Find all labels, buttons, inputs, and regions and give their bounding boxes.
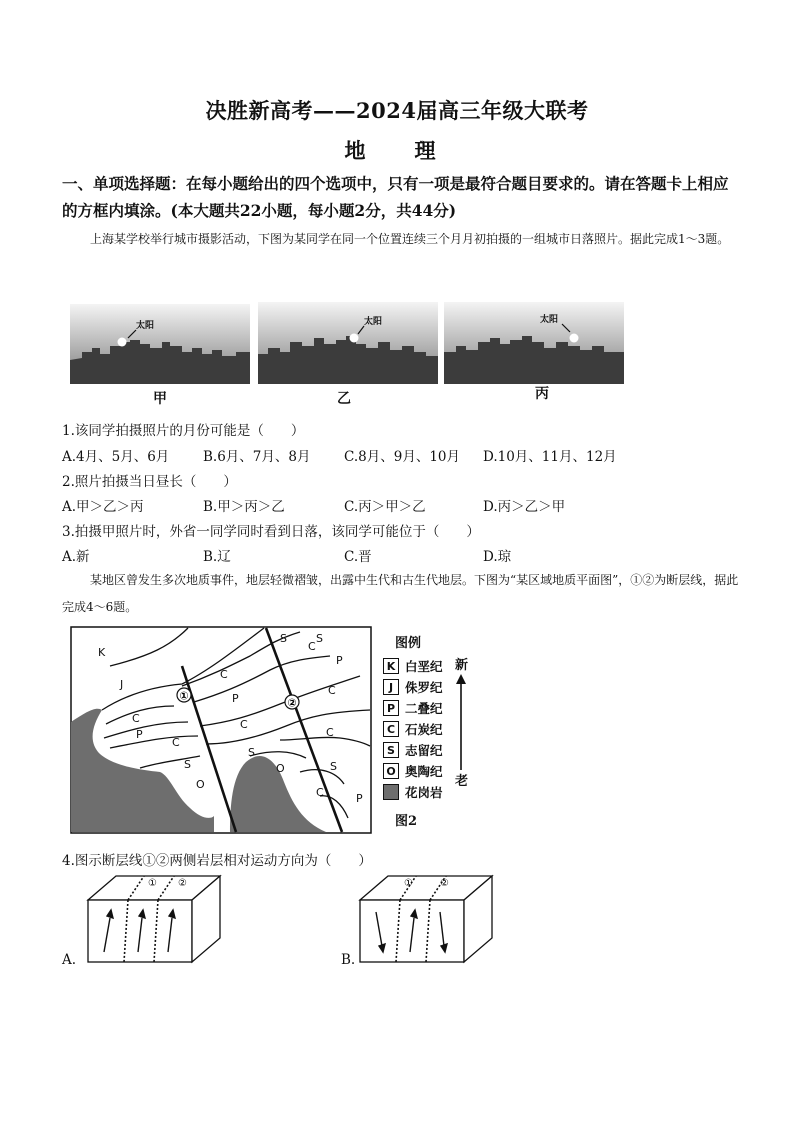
- arrow-label-new: 新: [455, 658, 469, 673]
- exam-title: 决胜新高考——2024届高三年级大联考: [205, 98, 589, 123]
- legend-item-k: K 白垩纪: [383, 657, 443, 675]
- question-3-stem: 3.拍摄甲照片时，外省一同学同时看到日落，该同学可能位于（ ）: [62, 524, 480, 540]
- svg-text:P: P: [336, 654, 343, 667]
- q1-option-c[interactable]: C.8月、9月、10月: [344, 449, 460, 465]
- legend-item-c: C 石炭纪: [383, 720, 443, 738]
- sun-icon: [118, 338, 127, 347]
- svg-text:J: J: [120, 678, 124, 691]
- svg-text:S: S: [248, 746, 255, 759]
- legend-item-o: O 奥陶纪: [383, 762, 443, 780]
- question-4-stem: 4.图示断层线①②两侧岩层相对运动方向为（ ）: [62, 853, 372, 869]
- svg-text:P: P: [136, 728, 143, 741]
- svg-text:C: C: [240, 718, 248, 731]
- svg-text:C: C: [326, 726, 334, 739]
- svg-text:①: ①: [404, 878, 413, 889]
- photo-yi: [258, 302, 438, 384]
- svg-text:S: S: [280, 632, 287, 645]
- q1-option-d[interactable]: D.10月、11月、12月: [483, 449, 617, 465]
- sun-label: 太阳: [136, 321, 155, 331]
- photo-jia: [70, 304, 250, 384]
- figure-label: 图2: [395, 814, 418, 829]
- sun-label: 太阳: [540, 315, 559, 325]
- sun-icon: [570, 334, 579, 343]
- arrow-label-old: 老: [455, 774, 469, 789]
- q1-option-b[interactable]: B.6月、7月、8月: [203, 449, 311, 465]
- svg-text:C: C: [132, 712, 140, 725]
- svg-text:O: O: [196, 778, 205, 791]
- svg-text:C: C: [316, 786, 324, 799]
- legend-item-p: P 二叠纪: [383, 699, 443, 717]
- intro-paragraph-2: 某地区曾发生多次地质事件，地层轻微褶皱，出露中生代和古生代地层。下图为“某区域地质平面图”，①②为断层线，据此完成4～6题。: [62, 573, 739, 614]
- svg-text:S: S: [330, 760, 337, 773]
- photo-label-bing: 丙: [535, 386, 549, 402]
- sunset-photos: [70, 282, 630, 384]
- photo-label-jia: 甲: [153, 391, 167, 407]
- svg-text:P: P: [356, 792, 363, 805]
- intro-paragraph-1: 上海某学校举行城市摄影活动，下图为某同学在同一个位置连续三个月月初拍摄的一组城市日落照片。据此完成1～3题。: [90, 232, 730, 246]
- svg-text:C: C: [172, 736, 180, 749]
- section-one-heading: 一、单项选择题：在每小题给出的四个选项中，只有一项是最符合题目要求的。请在答题卡上相应的方框内填涂。(本大题共22小题，每小题2分，共44分): [62, 174, 729, 220]
- svg-text:C: C: [308, 640, 316, 653]
- q2-option-c[interactable]: C.丙＞甲＞乙: [344, 499, 426, 515]
- q3-option-b[interactable]: B.辽: [203, 549, 231, 565]
- subject-title: 地 理: [344, 138, 450, 163]
- option-a-block-diagram[interactable]: [86, 872, 222, 964]
- svg-text:P: P: [232, 692, 239, 705]
- map-legend: [383, 628, 493, 834]
- q2-option-a[interactable]: A.甲＞乙＞丙: [62, 499, 144, 515]
- q1-option-a[interactable]: A.4月、5月、6月: [62, 449, 170, 465]
- sun-label: 太阳: [364, 317, 383, 327]
- q3-option-c[interactable]: C.晋: [344, 549, 372, 565]
- svg-text:C: C: [220, 668, 228, 681]
- svg-text:C: C: [328, 684, 336, 697]
- option-b-block-diagram[interactable]: [358, 872, 494, 964]
- svg-text:①: ①: [148, 878, 157, 889]
- q2-option-d[interactable]: D.丙＞乙＞甲: [483, 499, 566, 515]
- svg-text:②: ②: [440, 878, 449, 889]
- question-1-stem: 1.该同学拍摄照片的月份可能是（ ）: [62, 423, 305, 439]
- photo-label-yi: 乙: [337, 391, 351, 407]
- q4-option-a[interactable]: A.: [62, 952, 77, 968]
- svg-text:S: S: [184, 758, 191, 771]
- fault-marker-2: ②: [287, 696, 297, 710]
- question-2-stem: 2.照片拍摄当日昼长（ ）: [62, 474, 237, 490]
- q3-option-a[interactable]: A.新: [62, 549, 90, 565]
- sun-icon: [350, 334, 359, 343]
- q2-option-b[interactable]: B.甲＞丙＞乙: [203, 499, 285, 515]
- legend-title: 图例: [395, 636, 422, 651]
- legend-item-granite: 花岗岩: [383, 783, 443, 801]
- svg-text:②: ②: [178, 878, 187, 889]
- legend-item-s: S 志留纪: [383, 741, 443, 759]
- legend-item-j: J 侏罗纪: [383, 678, 443, 696]
- svg-text:O: O: [276, 762, 285, 775]
- q4-option-b[interactable]: B.: [341, 952, 356, 968]
- geological-map: [70, 626, 372, 834]
- photo-bing: [444, 302, 624, 384]
- q3-option-d[interactable]: D.琼: [483, 549, 512, 565]
- svg-text:S: S: [316, 632, 323, 645]
- age-arrow-icon: [453, 674, 469, 770]
- fault-marker-1: ①: [179, 689, 189, 703]
- svg-text:K: K: [98, 646, 106, 659]
- granite-swatch: [383, 784, 399, 800]
